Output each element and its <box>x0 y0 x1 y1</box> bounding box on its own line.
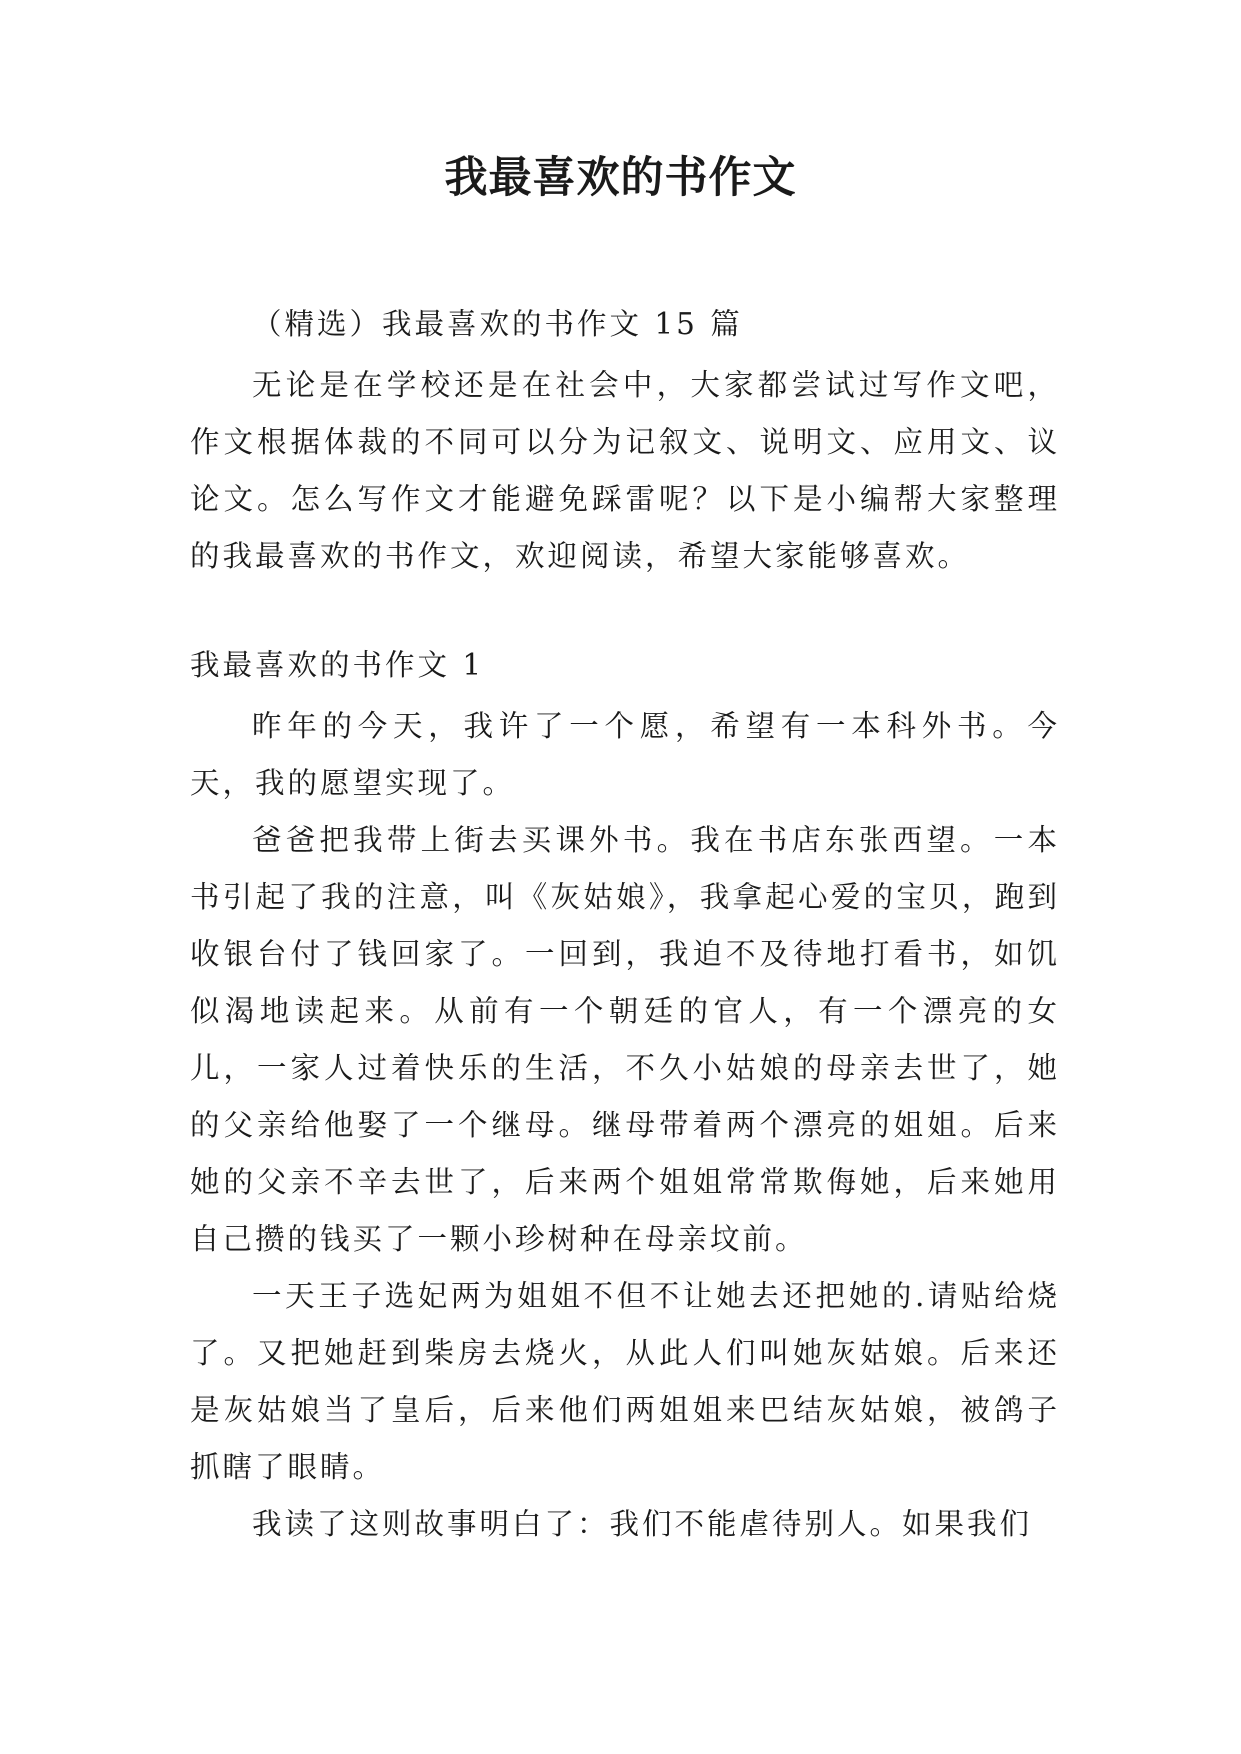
intro-paragraph: 无论是在学校还是在社会中，大家都尝试过写作文吧，作文根据体裁的不同可以分为记叙文、说明文、应用文、议论文。怎么写作文才能避免踩雷呢？以下是小编帮大家整理的我最喜欢的书作文，欢迎阅读，希望大家能够喜欢。 <box>190 368 1060 573</box>
section-heading: 我最喜欢的书作文 1 <box>190 648 485 682</box>
essay-paragraph: 昨年的今天，我许了一个愿，希望有一本科外书。今天，我的愿望实现了。 <box>190 709 1060 800</box>
document-body <box>190 296 1060 1553</box>
essay-paragraph: 我读了这则故事明白了：我们不能虐待别人。如果我们 <box>252 1507 1033 1541</box>
document-subtitle: （精选）我最喜欢的书作文 15 篇 <box>252 307 743 341</box>
document-title: 我最喜欢的书作文 <box>444 153 797 203</box>
essay-paragraph: 一天王子选妃两为姐姐不但不让她去还把她的.请贴给烧了。又把她赶到柴房去烧火，从此人们叫她灰姑娘。后来还是灰姑娘当了皇后，后来他们两姐姐来巴结灰姑娘，被鸽子抓瞎了眼睛。 <box>190 1279 1060 1484</box>
essay-paragraph: 爸爸把我带上街去买课外书。我在书店东张西望。一本书引起了我的注意，叫《灰姑娘》，我拿起心爱的宝贝，跑到收银台付了钱回家了。一回到，我迫不及待地打看书，如饥似渴地读起来。从前有一个朝廷的官人，有一个漂亮的女儿，一家人过着快乐的生活，不久小姑娘的母亲去世了，她的父亲给他娶了一个继母。继母带着两个漂亮的姐姐。后来她的父亲不辛去世了，后来两个姐姐常常欺侮她，后来她用自己攒的钱买了一颗小珍树种在母亲坟前。 <box>190 823 1060 1256</box>
